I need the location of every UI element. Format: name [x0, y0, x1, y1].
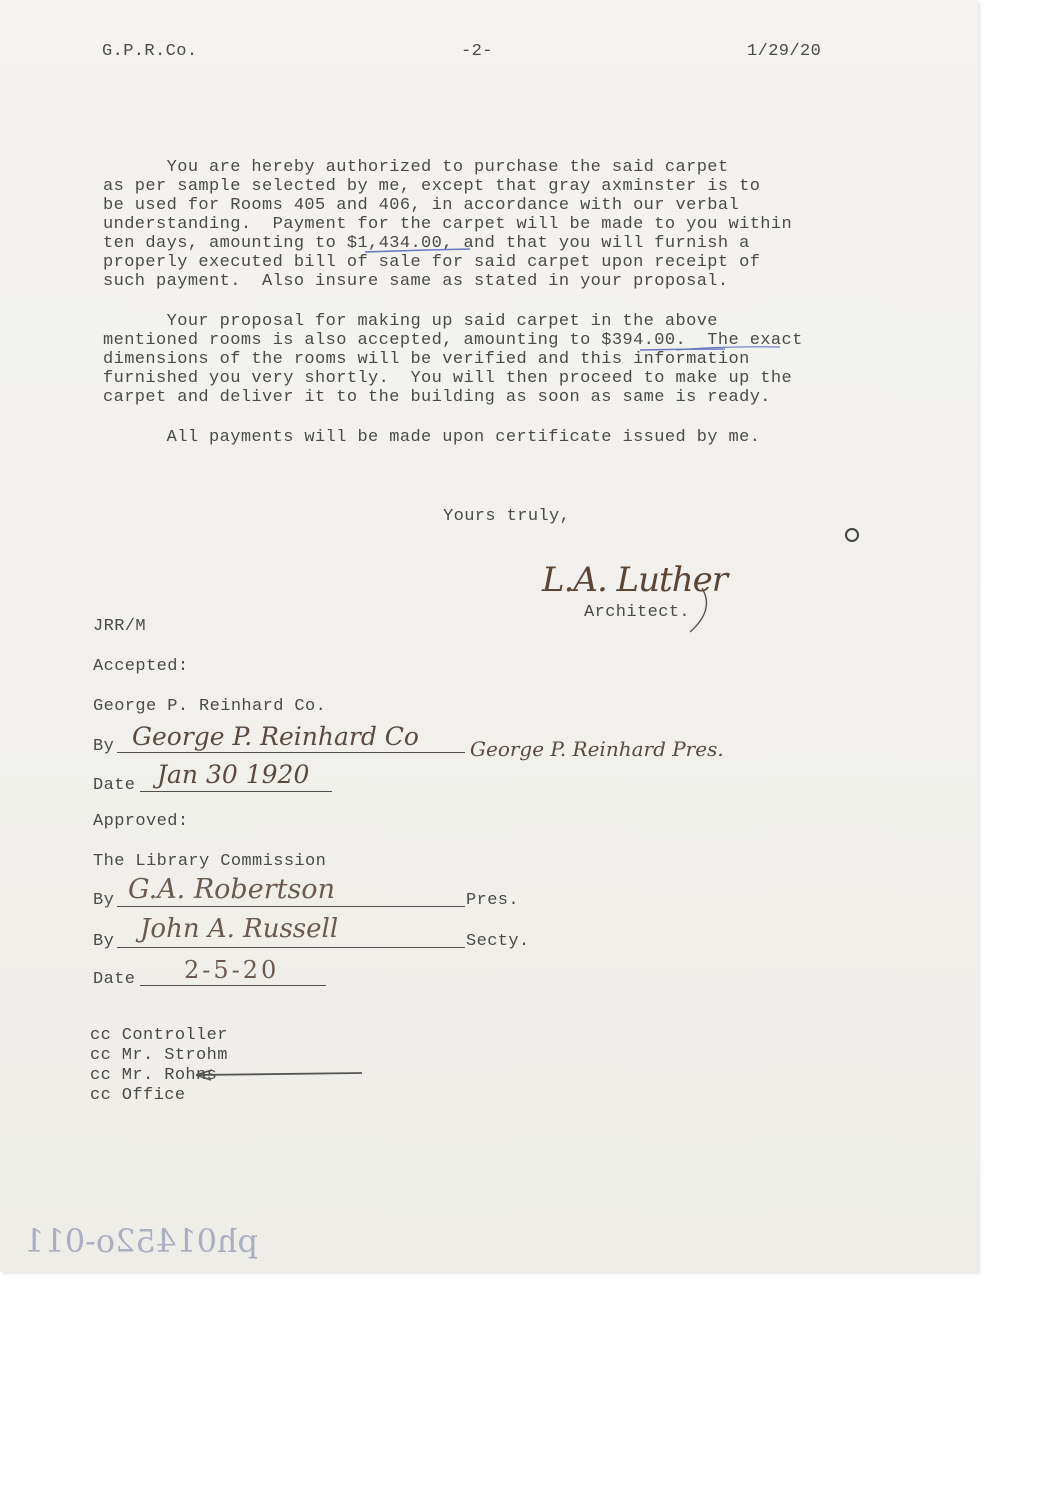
para1-line-4: understanding. Payment for the carpet will be made to you within [103, 215, 793, 234]
para2-line-1: Your proposal for making up said carpet in the above [103, 312, 718, 331]
approved-by2-suffix: Secty. [466, 932, 530, 951]
para1-line-1: You are hereby authorized to purchase the said carpet [103, 158, 729, 177]
approved-by1-line [117, 906, 465, 907]
closing-salutation: Yours truly, [443, 507, 571, 526]
approved-by2-line [117, 947, 465, 948]
para2-line-2: mentioned rooms is also accepted, amounting to $394.00. The exact [103, 331, 803, 350]
architect-signature: L.A. Luther [542, 560, 727, 600]
accepted-by-label: By [93, 737, 115, 756]
approved-label: Approved: [93, 812, 189, 831]
approved-date-line [140, 985, 326, 986]
approved-body: The Library Commission [93, 852, 327, 871]
approved-by2-signature: John A. Russell [140, 914, 339, 944]
closing-title: Architect. [584, 603, 691, 622]
para3-line-1: All payments will be made upon certificate issued by me. [103, 428, 761, 447]
accepted-by-note: George P. Reinhard Pres. [470, 737, 724, 761]
typist-initials: JRR/M [93, 617, 147, 636]
para1-line-5: ten days, amounting to $1,434.00, and that you will furnish a [103, 234, 750, 253]
approved-by1-label: By [93, 891, 115, 910]
accepted-by-line [117, 752, 465, 753]
accepted-company: George P. Reinhard Co. [93, 697, 327, 716]
approved-by1-suffix: Pres. [466, 891, 520, 910]
cc-item-3: cc Mr. Rohns [90, 1066, 218, 1085]
accepted-date-line [140, 791, 332, 792]
para1-line-2: as per sample selected by me, except that gray axminster is to [103, 177, 761, 196]
para2-line-3: dimensions of the rooms will be verified and this information [103, 350, 750, 369]
approved-by2-label: By [93, 932, 115, 951]
cc-item-4: cc Office [90, 1086, 186, 1105]
para1-line-3: be used for Rooms 405 and 406, in accordance with our verbal [103, 196, 740, 215]
accepted-label: Accepted: [93, 657, 189, 676]
approved-by1-signature: G.A. Robertson [128, 874, 335, 905]
approved-date-label: Date [93, 970, 136, 989]
cc-item-1: cc Controller [90, 1026, 228, 1045]
cc-item-2: cc Mr. Strohm [90, 1046, 228, 1065]
header-page-number: -2- [461, 42, 493, 61]
para1-line-7: such payment. Also insure same as stated in your proposal. [103, 272, 729, 291]
accepted-date-value: Jan 30 1920 [157, 760, 310, 789]
archive-number-mirrored: ph01452o-011 [24, 1222, 259, 1260]
para1-line-6: properly executed bill of sale for said carpet upon receipt of [103, 253, 761, 272]
accepted-date-label: Date [93, 776, 136, 795]
approved-date-value: 2-5-20 [184, 956, 280, 984]
header-date: 1/29/20 [747, 42, 822, 61]
para2-line-5: carpet and deliver it to the building as soon as same is ready. [103, 388, 771, 407]
accepted-by-signature: George P. Reinhard Co [132, 722, 419, 751]
para2-line-4: furnished you very shortly. You will then proceed to make up the [103, 369, 793, 388]
header-left: G.P.R.Co. [102, 42, 198, 61]
